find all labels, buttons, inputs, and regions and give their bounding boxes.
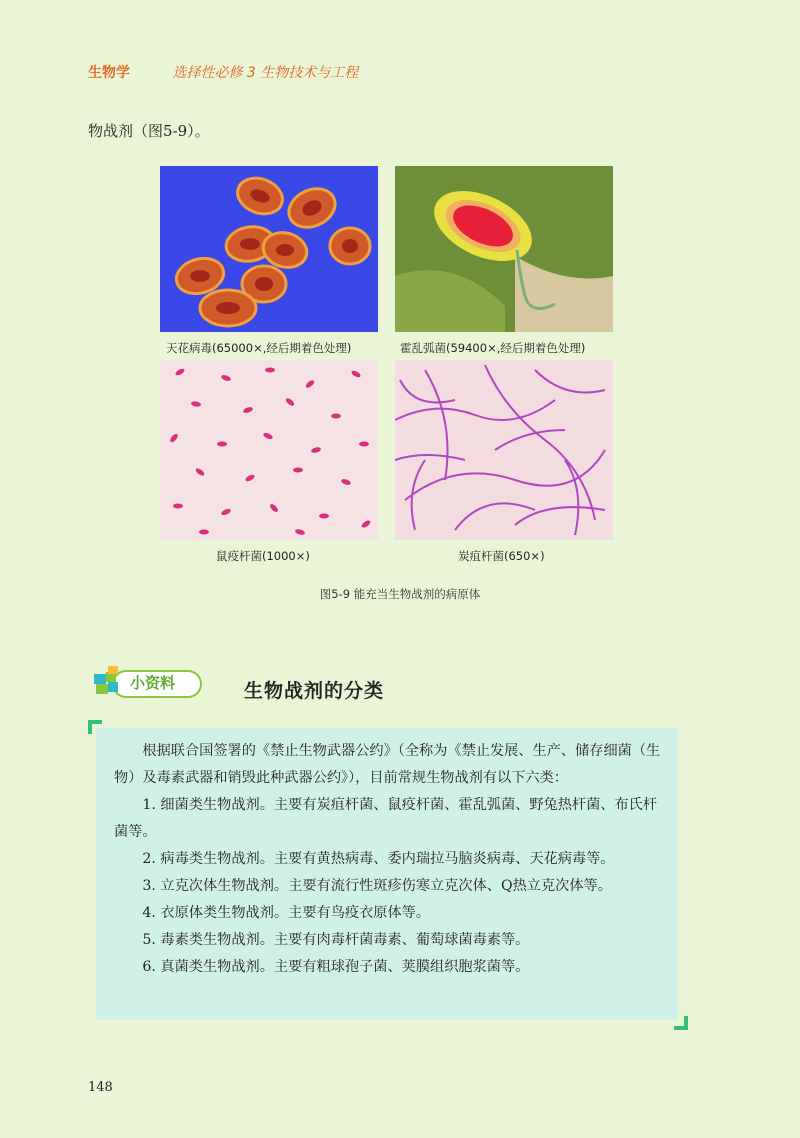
info-intro: 根据联合国签署的《禁止生物武器公约》（全称为《禁止发展、生产、储存细菌（生物）及毒素武器和销毁此种武器公约》），目前常规生物战剂有以下六类： <box>114 743 661 786</box>
header-book-title: 选择性必修 3 生物技术与工程 <box>172 65 359 81</box>
list-item: 5. 毒素类生物战剂。主要有肉毒杆菌毒素、葡萄球菌毒素等。 <box>142 932 530 948</box>
list-item: 2. 病毒类生物战剂。主要有黄热病毒、委内瑞拉马脑炎病毒、天花病毒等。 <box>142 851 615 867</box>
smallpox-virus-image <box>160 166 378 332</box>
page-number: 148 <box>88 1080 113 1095</box>
list-item: 1. 细菌类生物战剂。主要有炭疽杆菌、鼠疫杆菌、霍乱弧菌、野兔热杆菌、布氏杆菌等。 <box>114 797 658 840</box>
caption-plague: 鼠疫杆菌(1000×) <box>216 549 310 563</box>
list-item: 3. 立克次体生物战剂。主要有流行性斑疹伤寒立克次体、Q热立克次体等。 <box>142 878 612 894</box>
cholera-vibrio-image <box>395 166 613 332</box>
caption-anthrax: 炭疽杆菌(650×) <box>458 549 545 563</box>
puzzle-icon <box>92 664 128 698</box>
plague-bacillus-image <box>160 360 378 540</box>
page-header <box>88 62 358 82</box>
corner-top-left-v <box>88 720 92 734</box>
header-subject: 生物学 <box>88 65 130 81</box>
list-item: 4. 衣原体类生物战剂。主要有鸟疫衣原体等。 <box>142 905 431 921</box>
info-tag <box>92 664 202 698</box>
intro-text: 物战剂（图5-9）。 <box>88 122 210 140</box>
tag-label: 小资料 <box>130 674 176 692</box>
list-item: 6. 真菌类生物战剂。主要有粗球孢子菌、荚膜组织胞浆菌等。 <box>142 959 530 975</box>
caption-cholera: 霍乱弧菌(59400×,经后期着色处理) <box>400 341 586 355</box>
caption-smallpox: 天花病毒(65000×,经后期着色处理) <box>166 341 352 355</box>
info-content <box>114 738 662 981</box>
box-title: 生物战剂的分类 <box>244 680 385 702</box>
figure-caption: 图5-9 能充当生物战剂的病原体 <box>319 587 481 601</box>
corner-bottom-right-v <box>684 1016 688 1030</box>
anthrax-bacillus-image <box>395 360 613 540</box>
